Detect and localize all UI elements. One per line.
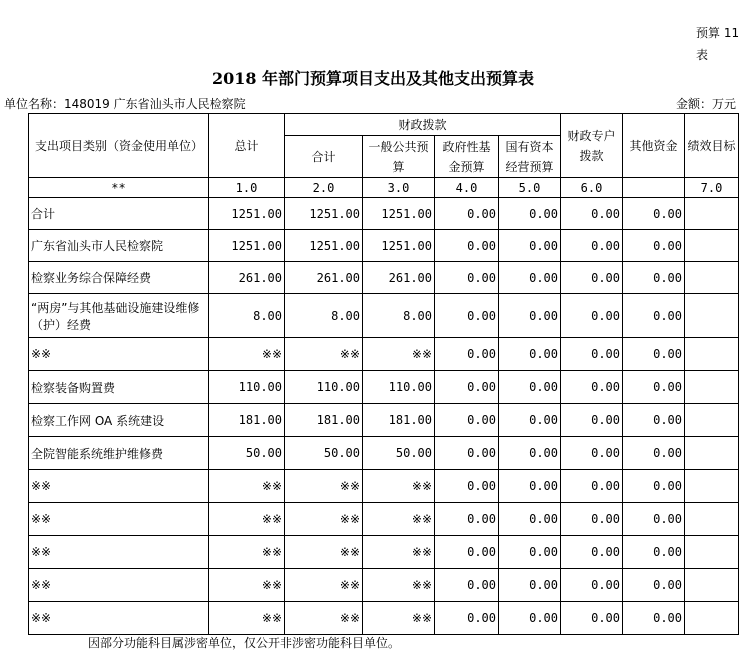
cell-other: 0.00 — [623, 262, 685, 294]
cell-total: ※※ — [209, 338, 285, 371]
cell-general: 1251.00 — [363, 198, 435, 230]
cell-performance — [685, 437, 739, 470]
cell-total: 1251.00 — [209, 230, 285, 262]
cell-gov-fund: 0.00 — [435, 230, 499, 262]
cell-special: 0.00 — [561, 294, 623, 338]
table-row — [29, 503, 739, 536]
cell-state-capital: 0.00 — [499, 569, 561, 602]
cell-state-capital: 0.00 — [499, 404, 561, 437]
header-fiscal: 财政拨款 — [285, 114, 561, 136]
cell-general: ※※ — [363, 569, 435, 602]
cell-gov-fund: 0.00 — [435, 371, 499, 404]
cell-other: 0.00 — [623, 536, 685, 569]
table-row — [29, 437, 739, 470]
cell-general: ※※ — [363, 338, 435, 371]
cell-other: 0.00 — [623, 371, 685, 404]
header-subtotal: 合计 — [285, 136, 363, 178]
cell-total: ※※ — [209, 569, 285, 602]
index-cell: 2.0 — [285, 178, 363, 198]
cell-subtotal: 1251.00 — [285, 198, 363, 230]
table-row — [29, 404, 739, 437]
cell-state-capital: 0.00 — [499, 338, 561, 371]
cell-name: ※※ — [29, 602, 209, 635]
cell-state-capital: 0.00 — [499, 602, 561, 635]
index-cell: ** — [29, 178, 209, 198]
cell-other: 0.00 — [623, 294, 685, 338]
cell-name: ※※ — [29, 569, 209, 602]
cell-general: 8.00 — [363, 294, 435, 338]
table-row — [29, 536, 739, 569]
cell-subtotal: ※※ — [285, 338, 363, 371]
cell-special: 0.00 — [561, 198, 623, 230]
index-cell: 7.0 — [685, 178, 739, 198]
cell-total: ※※ — [209, 470, 285, 503]
cell-subtotal: 50.00 — [285, 437, 363, 470]
cell-performance — [685, 404, 739, 437]
cell-name: 检察业务综合保障经费 — [29, 262, 209, 294]
cell-subtotal: ※※ — [285, 470, 363, 503]
table-row — [29, 230, 739, 262]
cell-general: ※※ — [363, 470, 435, 503]
header-other: 其他资金 — [623, 114, 685, 178]
cell-state-capital: 0.00 — [499, 371, 561, 404]
cell-state-capital: 0.00 — [499, 503, 561, 536]
cell-general: ※※ — [363, 602, 435, 635]
cell-other: 0.00 — [623, 437, 685, 470]
cell-state-capital: 0.00 — [499, 536, 561, 569]
cell-performance — [685, 569, 739, 602]
cell-name: 检察装备购置费 — [29, 371, 209, 404]
index-cell: 5.0 — [499, 178, 561, 198]
header-performance: 绩效目标 — [685, 114, 739, 178]
cell-gov-fund: 0.00 — [435, 569, 499, 602]
cell-name: 检察工作网 OA 系统建设 — [29, 404, 209, 437]
unit-name: 单位名称：148019 广东省汕头市人民检察院 — [4, 97, 246, 111]
table-row — [29, 371, 739, 404]
cell-gov-fund: 0.00 — [435, 536, 499, 569]
cell-general: 50.00 — [363, 437, 435, 470]
index-cell: 4.0 — [435, 178, 499, 198]
cell-special: 0.00 — [561, 470, 623, 503]
table-row — [29, 294, 739, 338]
cell-performance — [685, 371, 739, 404]
cell-subtotal: 8.00 — [285, 294, 363, 338]
table-row — [29, 338, 739, 371]
cell-gov-fund: 0.00 — [435, 503, 499, 536]
cell-subtotal: 110.00 — [285, 371, 363, 404]
budget-table — [28, 113, 739, 635]
cell-special: 0.00 — [561, 371, 623, 404]
cell-performance — [685, 198, 739, 230]
cell-general: 181.00 — [363, 404, 435, 437]
cell-subtotal: 181.00 — [285, 404, 363, 437]
cell-subtotal: ※※ — [285, 569, 363, 602]
cell-total: ※※ — [209, 536, 285, 569]
cell-other: 0.00 — [623, 503, 685, 536]
cell-subtotal: 261.00 — [285, 262, 363, 294]
cell-total: 110.00 — [209, 371, 285, 404]
cell-special: 0.00 — [561, 230, 623, 262]
table-row — [29, 602, 739, 635]
cell-name: 合计 — [29, 198, 209, 230]
cell-other: 0.00 — [623, 404, 685, 437]
header-state-capital: 国有资本经营预算 — [499, 136, 561, 178]
cell-performance — [685, 536, 739, 569]
cell-general: ※※ — [363, 503, 435, 536]
header-category: 支出项目类别（资金使用单位） — [29, 114, 209, 178]
page-title: 2018 年部门预算项目支出及其他支出预算表 — [211, 69, 535, 88]
cell-total: 1251.00 — [209, 198, 285, 230]
table-row — [29, 198, 739, 230]
cell-total: 50.00 — [209, 437, 285, 470]
cell-subtotal: ※※ — [285, 536, 363, 569]
footer-note: 因部分功能科目属涉密单位，仅公开非涉密功能科目单位。 — [88, 636, 401, 650]
cell-general: ※※ — [363, 536, 435, 569]
cell-performance — [685, 503, 739, 536]
index-row — [29, 178, 739, 198]
cell-special: 0.00 — [561, 437, 623, 470]
cell-subtotal: ※※ — [285, 602, 363, 635]
cell-other: 0.00 — [623, 602, 685, 635]
cell-gov-fund: 0.00 — [435, 404, 499, 437]
cell-state-capital: 0.00 — [499, 470, 561, 503]
cell-total: ※※ — [209, 503, 285, 536]
cell-performance — [685, 294, 739, 338]
cell-special: 0.00 — [561, 569, 623, 602]
header-total: 总计 — [209, 114, 285, 178]
amount-unit: 金额：万元 — [675, 97, 736, 111]
cell-other: 0.00 — [623, 230, 685, 262]
cell-state-capital: 0.00 — [499, 262, 561, 294]
cell-name: ※※ — [29, 536, 209, 569]
cell-state-capital: 0.00 — [499, 437, 561, 470]
table-row — [29, 262, 739, 294]
cell-special: 0.00 — [561, 262, 623, 294]
cell-subtotal: 1251.00 — [285, 230, 363, 262]
cell-special: 0.00 — [561, 602, 623, 635]
cell-gov-fund: 0.00 — [435, 437, 499, 470]
cell-gov-fund: 0.00 — [435, 294, 499, 338]
cell-performance — [685, 262, 739, 294]
table-number: 预算 11 表 — [696, 26, 740, 62]
cell-state-capital: 0.00 — [499, 198, 561, 230]
cell-subtotal: ※※ — [285, 503, 363, 536]
index-cell — [623, 178, 685, 198]
cell-performance — [685, 338, 739, 371]
cell-name: ※※ — [29, 338, 209, 371]
cell-other: 0.00 — [623, 198, 685, 230]
cell-name: ※※ — [29, 470, 209, 503]
cell-other: 0.00 — [623, 338, 685, 371]
index-cell: 6.0 — [561, 178, 623, 198]
cell-performance — [685, 470, 739, 503]
cell-gov-fund: 0.00 — [435, 262, 499, 294]
cell-gov-fund: 0.00 — [435, 338, 499, 371]
cell-special: 0.00 — [561, 503, 623, 536]
cell-special: 0.00 — [561, 404, 623, 437]
cell-total: ※※ — [209, 602, 285, 635]
index-cell: 1.0 — [209, 178, 285, 198]
cell-name: ※※ — [29, 503, 209, 536]
table-row — [29, 470, 739, 503]
header-general: 一般公共预算 — [363, 136, 435, 178]
cell-general: 1251.00 — [363, 230, 435, 262]
header-row-1 — [29, 114, 739, 136]
cell-gov-fund: 0.00 — [435, 470, 499, 503]
cell-performance — [685, 230, 739, 262]
index-cell: 3.0 — [363, 178, 435, 198]
table-row — [29, 569, 739, 602]
cell-total: 261.00 — [209, 262, 285, 294]
cell-gov-fund: 0.00 — [435, 198, 499, 230]
header-special: 财政专户拨款 — [561, 114, 623, 178]
cell-gov-fund: 0.00 — [435, 602, 499, 635]
cell-name: “两房”与其他基础设施建设维修（护）经费 — [29, 294, 209, 338]
cell-general: 110.00 — [363, 371, 435, 404]
cell-general: 261.00 — [363, 262, 435, 294]
cell-name: 广东省汕头市人民检察院 — [29, 230, 209, 262]
cell-other: 0.00 — [623, 569, 685, 602]
cell-special: 0.00 — [561, 338, 623, 371]
header-gov-fund: 政府性基金预算 — [435, 136, 499, 178]
cell-other: 0.00 — [623, 470, 685, 503]
cell-state-capital: 0.00 — [499, 294, 561, 338]
cell-state-capital: 0.00 — [499, 230, 561, 262]
cell-performance — [685, 602, 739, 635]
cell-total: 181.00 — [209, 404, 285, 437]
cell-special: 0.00 — [561, 536, 623, 569]
cell-total: 8.00 — [209, 294, 285, 338]
cell-name: 全院智能系统维护维修费 — [29, 437, 209, 470]
